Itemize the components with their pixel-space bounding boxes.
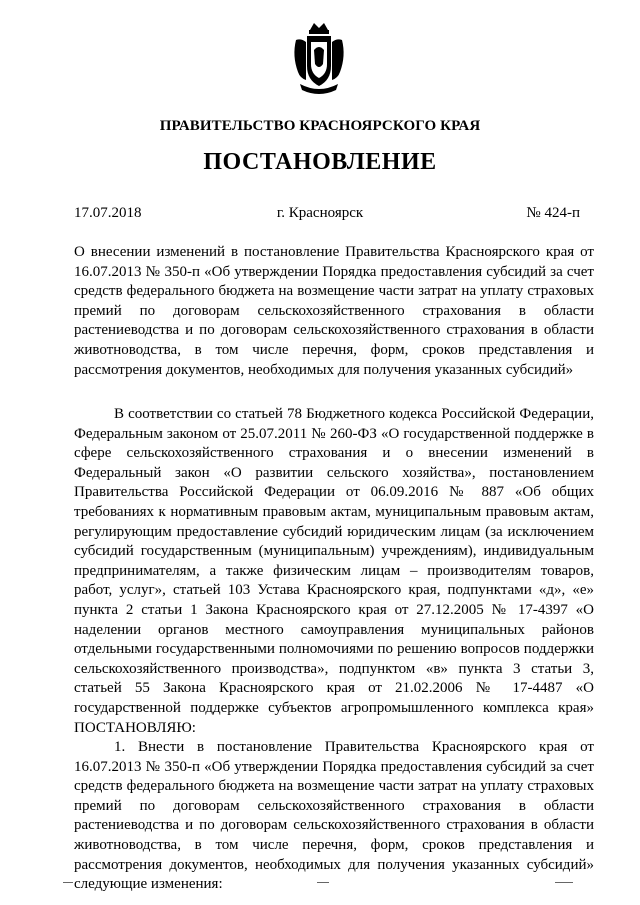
- document-city: г. Красноярск: [276, 205, 364, 221]
- document-number: № 424-п: [526, 205, 580, 221]
- page-footer-mark: [555, 882, 573, 883]
- document-type-title: ПОСТАНОВЛЕНИЕ: [203, 149, 437, 175]
- document-body: [74, 405, 594, 895]
- document-date: 17.07.2018: [74, 205, 142, 221]
- coat-of-arms-icon: [290, 20, 348, 96]
- preamble-paragraph: В соответствии со статьей 78 Бюджетного кодекса Российской Федерации, Федеральным законом от 25.07.2011 № 260-ФЗ «О государственной поддержке в сфере сельскохозяйственного страхования и о внесении изменений в Федеральный закон «О развитии сельского хозяйства», постановлением Правительства Российской Федерации от 06.09.2016 № 887 «Об общих требованиях к нормативным правовым актам, муниципальным правовым актам, регулирующим предоставление субсидий юридическим лицам (за исключением субсидий государственным (муниципальным) учреждениям), индивидуальным предпринимателям, а также физическим лицам – производителям товаров, работ, услуг», статьей 103 Устава Красноярского края, подпунктами «д», «е» пункта 2 статьи 1 Закона Красноярского края от 27.12.2005 № 17-4397 «О наделении органов местного самоуправления муниципальных районов отдельными государственными полномочиями по решению вопросов поддержки сельскохозяйственного производства», подпунктом «в» пункта 3 статьи 3, статьей 55 Закона Красноярского края от 21.02.2006 № 17-4487 «О государственной поддержке субъектов агропромышленного комплекса края» ПОСТАНОВЛЯЮ:: [74, 406, 594, 736]
- item-1-paragraph: 1. Внести в постановление Правительства Красноярского края от 16.07.2013 № 350-п «Об утверждении Порядка предоставления субсидий за счет средств федерального бюджета на возмещение части затрат на уплату страховых премий по договорам сельскохозяйственного страхования в области растениеводства и по договорам сельскохозяйственного страхования в области животноводства, в том числе перечня, форм, сроков представления и рассмотрения документов, необходимых для получения указанных субсидий» следующие изменения:: [74, 739, 594, 893]
- document-subject: О внесении изменений в постановление Правительства Красноярского края от 16.07.2013 № 350-п «Об утверждении Порядка предоставления субсидий за счет средств федерального бюджета на возмещение части затрат на уплату страховых премий по договорам сельскохозяйственного страхования в области растениеводства и по договорам сельскохозяйственного страхования в области животноводства, в том числе перечня, форм, сроков представления и рассмотрения документов, необходимых для получения указанных субсидий»: [74, 244, 594, 378]
- page-footer-mark: [63, 882, 73, 883]
- government-name: ПРАВИТЕЛЬСТВО КРАСНОЯРСКОГО КРАЯ: [159, 118, 481, 134]
- page-footer-mark: [317, 882, 329, 883]
